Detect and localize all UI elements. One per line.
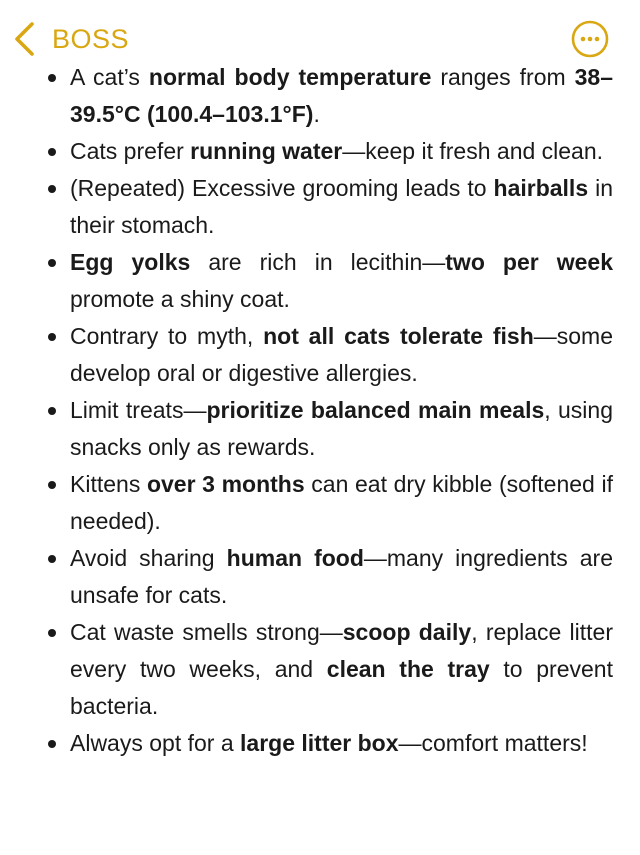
bold-text: not all cats tolerate fish — [263, 323, 534, 349]
bold-text: human food — [226, 545, 364, 571]
text-run: can eat dry kibble (softened if needed). — [70, 471, 613, 534]
bold-text: prioritize balanced main meals — [206, 397, 545, 423]
text-run: Cats prefer — [70, 138, 191, 164]
list-item — [0, 614, 640, 725]
bold-text: normal body temperature — [148, 64, 432, 90]
bold-text: clean the tray — [326, 656, 490, 682]
bold-text: two per week — [445, 249, 613, 275]
text-run: —some develop oral or digestive allergies. — [70, 323, 613, 386]
bold-text: large litter box — [240, 730, 399, 756]
text-run: Kittens — [70, 471, 147, 497]
list-item — [0, 170, 640, 244]
text-run: promote a shiny coat. — [70, 286, 290, 312]
text-run: A cat’s — [70, 64, 149, 90]
bold-text: over 3 months — [146, 471, 305, 497]
tips-content — [0, 59, 640, 762]
more-options-button[interactable] — [571, 20, 609, 58]
list-item — [0, 59, 640, 133]
text-run: (Repeated) Excessive grooming leads to — [70, 175, 494, 201]
bold-text: scoop daily — [342, 619, 472, 645]
chevron-left-icon — [12, 20, 38, 58]
bold-text: running water — [190, 138, 343, 164]
text-run: —comfort matters! — [398, 730, 588, 756]
text-run: , replace litter every two weeks, and — [70, 619, 613, 682]
bold-text: Egg yolks — [70, 249, 191, 275]
text-run: . — [313, 101, 320, 127]
back-button[interactable] — [12, 20, 129, 58]
text-run: Cat waste smells strong— — [70, 619, 343, 645]
list-item — [0, 540, 640, 614]
list-item — [0, 392, 640, 466]
text-run: are rich in lecithin— — [190, 249, 446, 275]
text-run: Limit treats— — [70, 397, 207, 423]
text-run: —many ingredients are unsafe for cats. — [70, 545, 613, 608]
text-run: Always opt for a — [70, 730, 241, 756]
page-title: BOSS — [52, 23, 130, 54]
text-run: to prevent bacteria. — [70, 656, 613, 719]
text-run: —keep it fresh and clean. — [342, 138, 604, 164]
list-item — [0, 466, 640, 540]
more-horizontal-icon — [571, 20, 609, 58]
list-item — [0, 318, 640, 392]
tips-list — [0, 59, 640, 762]
list-item — [0, 725, 640, 762]
list-item — [0, 133, 640, 170]
text-run: , using snacks only as rewards. — [70, 397, 613, 460]
text-run: in their stomach. — [70, 175, 613, 238]
text-run: ranges from — [431, 64, 575, 90]
text-run: Contrary to myth, — [70, 323, 264, 349]
bold-text: 38–39.5°C (100.4–103.1°F) — [70, 64, 613, 127]
list-item — [0, 244, 640, 318]
text-run: Avoid sharing — [70, 545, 227, 571]
bold-text: hairballs — [493, 175, 589, 201]
